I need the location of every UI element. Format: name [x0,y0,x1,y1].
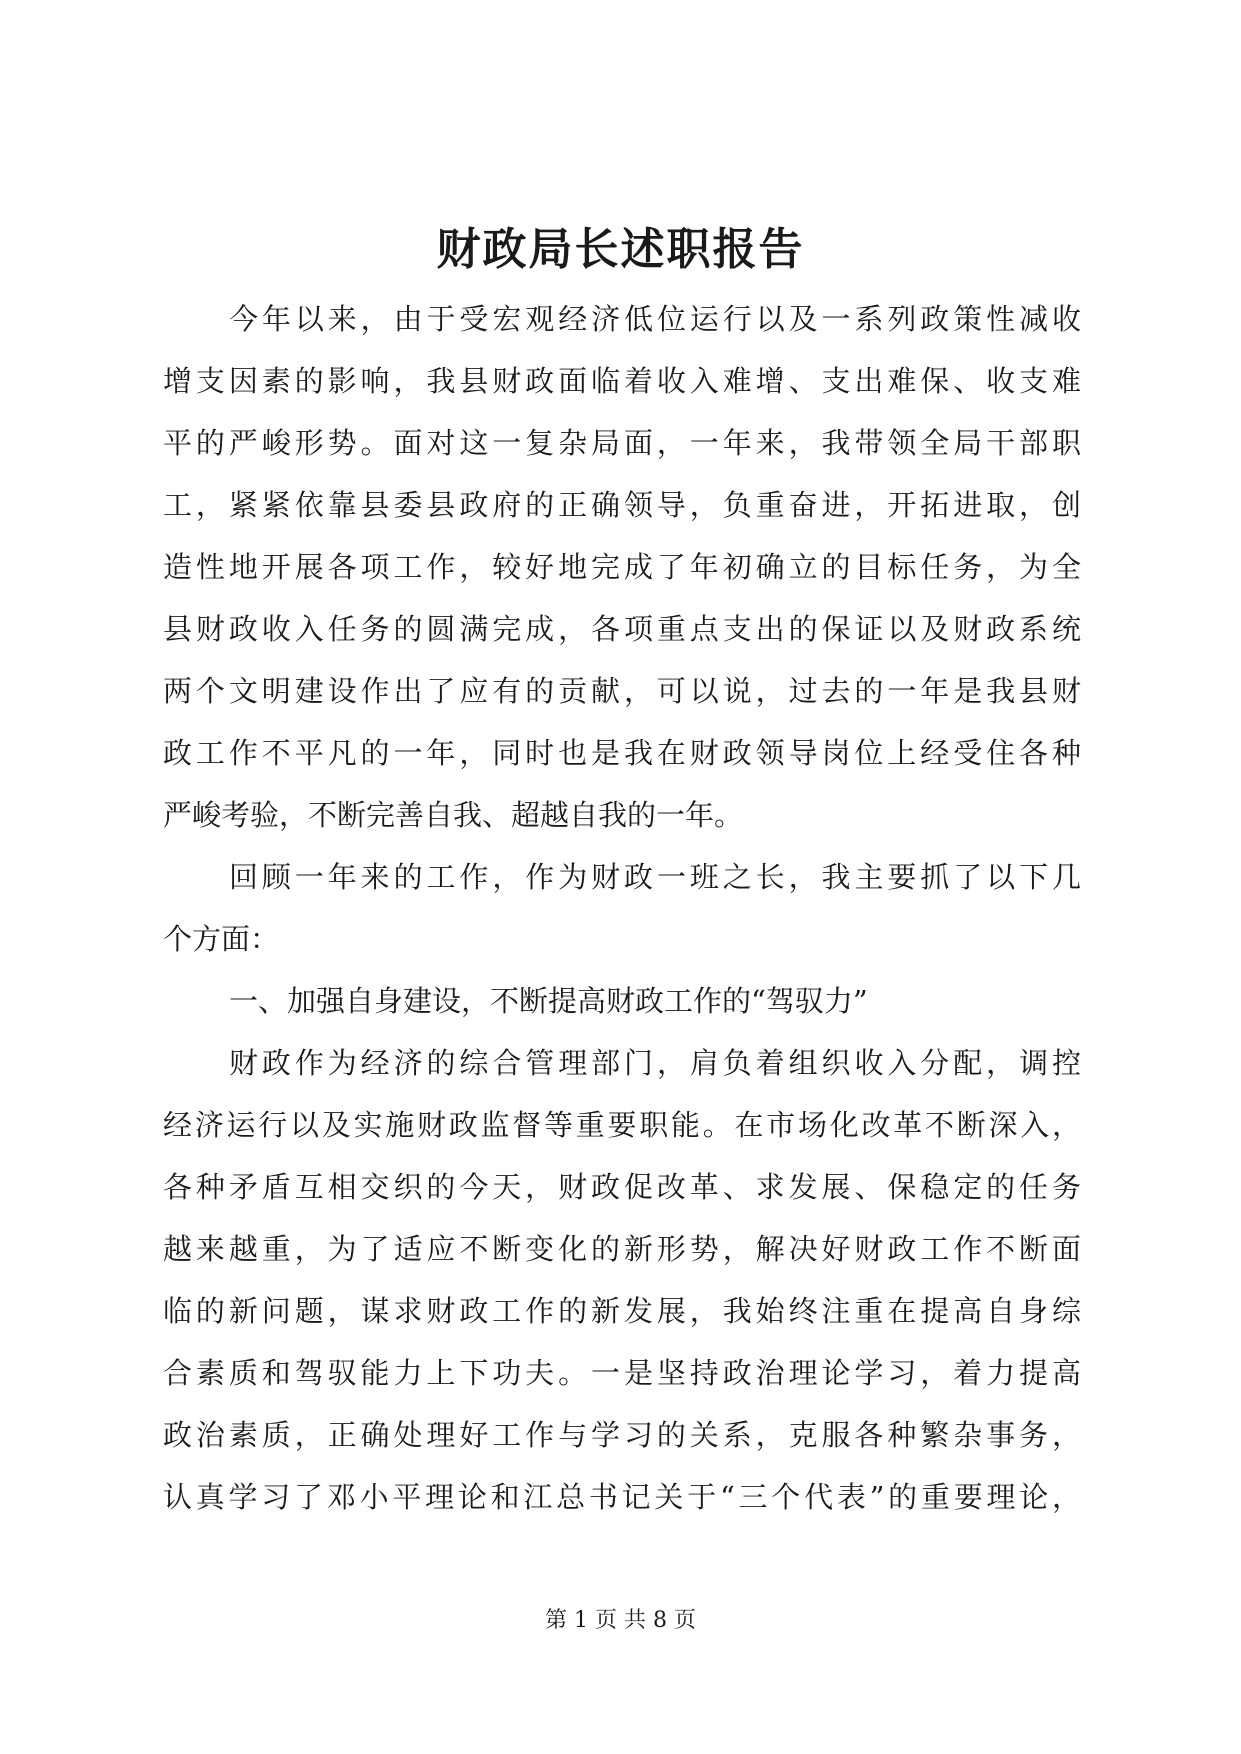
paragraph-line: 平的严峻形势。面对这一复杂局面，一年来，我带领全局干部职 [163,426,1081,460]
paragraph-line: 两个文明建设作出了应有的贡献，可以说，过去的一年是我县财 [163,674,1081,708]
paragraph-line: 财政作为经济的综合管理部门，肩负着组织收入分配，调控 [229,1046,1081,1080]
paragraph-line: 认真学习了邓小平理论和江总书记关于“三个代表”的重要理论， [163,1480,1081,1514]
paragraph-line: 县财政收入任务的圆满完成，各项重点支出的保证以及财政系统 [163,612,1081,646]
paragraph-line: 政治素质，正确处理好工作与学习的关系，克服各种繁杂事务， [163,1418,1081,1452]
paragraph-line: 各种矛盾互相交织的今天，财政促改革、求发展、保稳定的任务 [163,1170,1081,1204]
paragraph-line: 合素质和驾驭能力上下功夫。一是坚持政治理论学习，着力提高 [163,1356,1081,1390]
paragraph-line: 严峻考验，不断完善自我、超越自我的一年。 [163,798,744,832]
page-number-footer: 第 1 页 共 8 页 [545,1608,696,1633]
document-body [163,288,1081,1528]
paragraph-line: 造性地开展各项工作，较好地完成了年初确立的目标任务，为全 [163,550,1081,584]
document-title: 财政局长述职报告 [436,224,805,275]
paragraph-line: 回顾一年来的工作，作为财政一班之长，我主要抓了以下几 [229,860,1081,894]
paragraph-line: 增支因素的影响，我县财政面临着收入难增、支出难保、收支难 [163,364,1081,398]
section-heading: 一、加强自身建设，不断提高财政工作的“驾驭力” [229,984,868,1018]
paragraph-line: 经济运行以及实施财政监督等重要职能。在市场化改革不断深入， [163,1108,1081,1142]
paragraph-line: 越来越重，为了适应不断变化的新形势，解决好财政工作不断面 [163,1232,1081,1266]
paragraph-line: 个方面： [163,922,280,956]
paragraph-line: 今年以来，由于受宏观经济低位运行以及一系列政策性减收 [229,302,1081,336]
paragraph-line: 工，紧紧依靠县委县政府的正确领导，负重奋进，开拓进取，创 [163,488,1081,522]
paragraph-line: 政工作不平凡的一年，同时也是我在财政领导岗位上经受住各种 [163,736,1081,770]
paragraph-line: 临的新问题，谋求财政工作的新发展，我始终注重在提高自身综 [163,1294,1081,1328]
